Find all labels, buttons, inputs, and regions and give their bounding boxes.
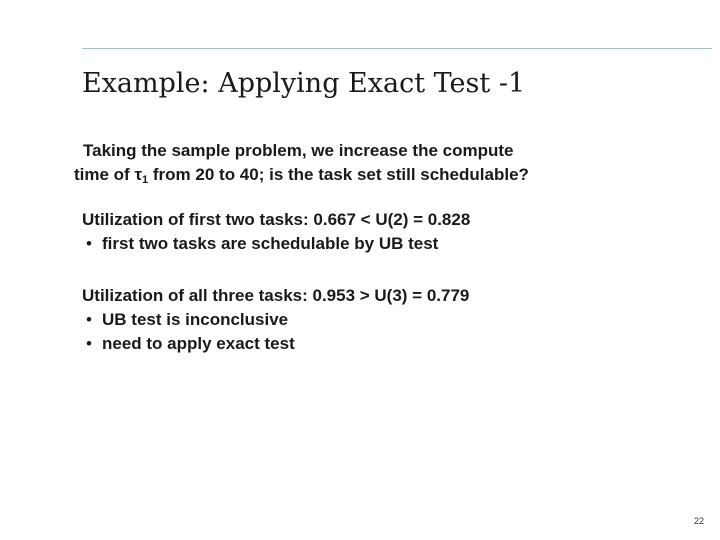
bullet-text: need to apply exact test [102,334,295,353]
bullet-text: first two tasks are schedulable by UB test [102,234,439,253]
utilization-three-tasks-heading: Utilization of all three tasks: 0.953 > U(3) = 0.779 [82,286,470,305]
top-divider [82,48,712,49]
bullet-item [82,332,469,356]
bullet-text: UB test is inconclusive [102,310,289,329]
intro-line-2-suffix: from 20 to 40; is the task set still schedulable? [148,165,529,184]
intro-line-2-prefix: time of [74,165,135,184]
utilization-three-tasks-block [82,284,469,356]
slide-title: Example: Applying Exact Test -1 [82,68,526,99]
bullet-dot-icon: • [86,334,92,353]
intro-line-1: Taking the sample problem, we increase the compute [83,141,514,160]
bullet-item [82,308,469,332]
utilization-two-tasks-heading: Utilization of first two tasks: 0.667 < U(2) = 0.828 [82,210,471,229]
page-number: 22 [693,516,704,526]
tau-symbol [134,165,148,184]
bullet-dot-icon: • [86,234,92,253]
intro-line-2 [74,163,694,192]
intro-paragraph [74,139,694,192]
tau-letter: τ [134,165,143,184]
bullet-item [82,232,470,256]
bullet-dot-icon: • [86,310,92,329]
tau-subscript: 1 [142,174,149,186]
utilization-two-tasks-block [82,208,470,256]
